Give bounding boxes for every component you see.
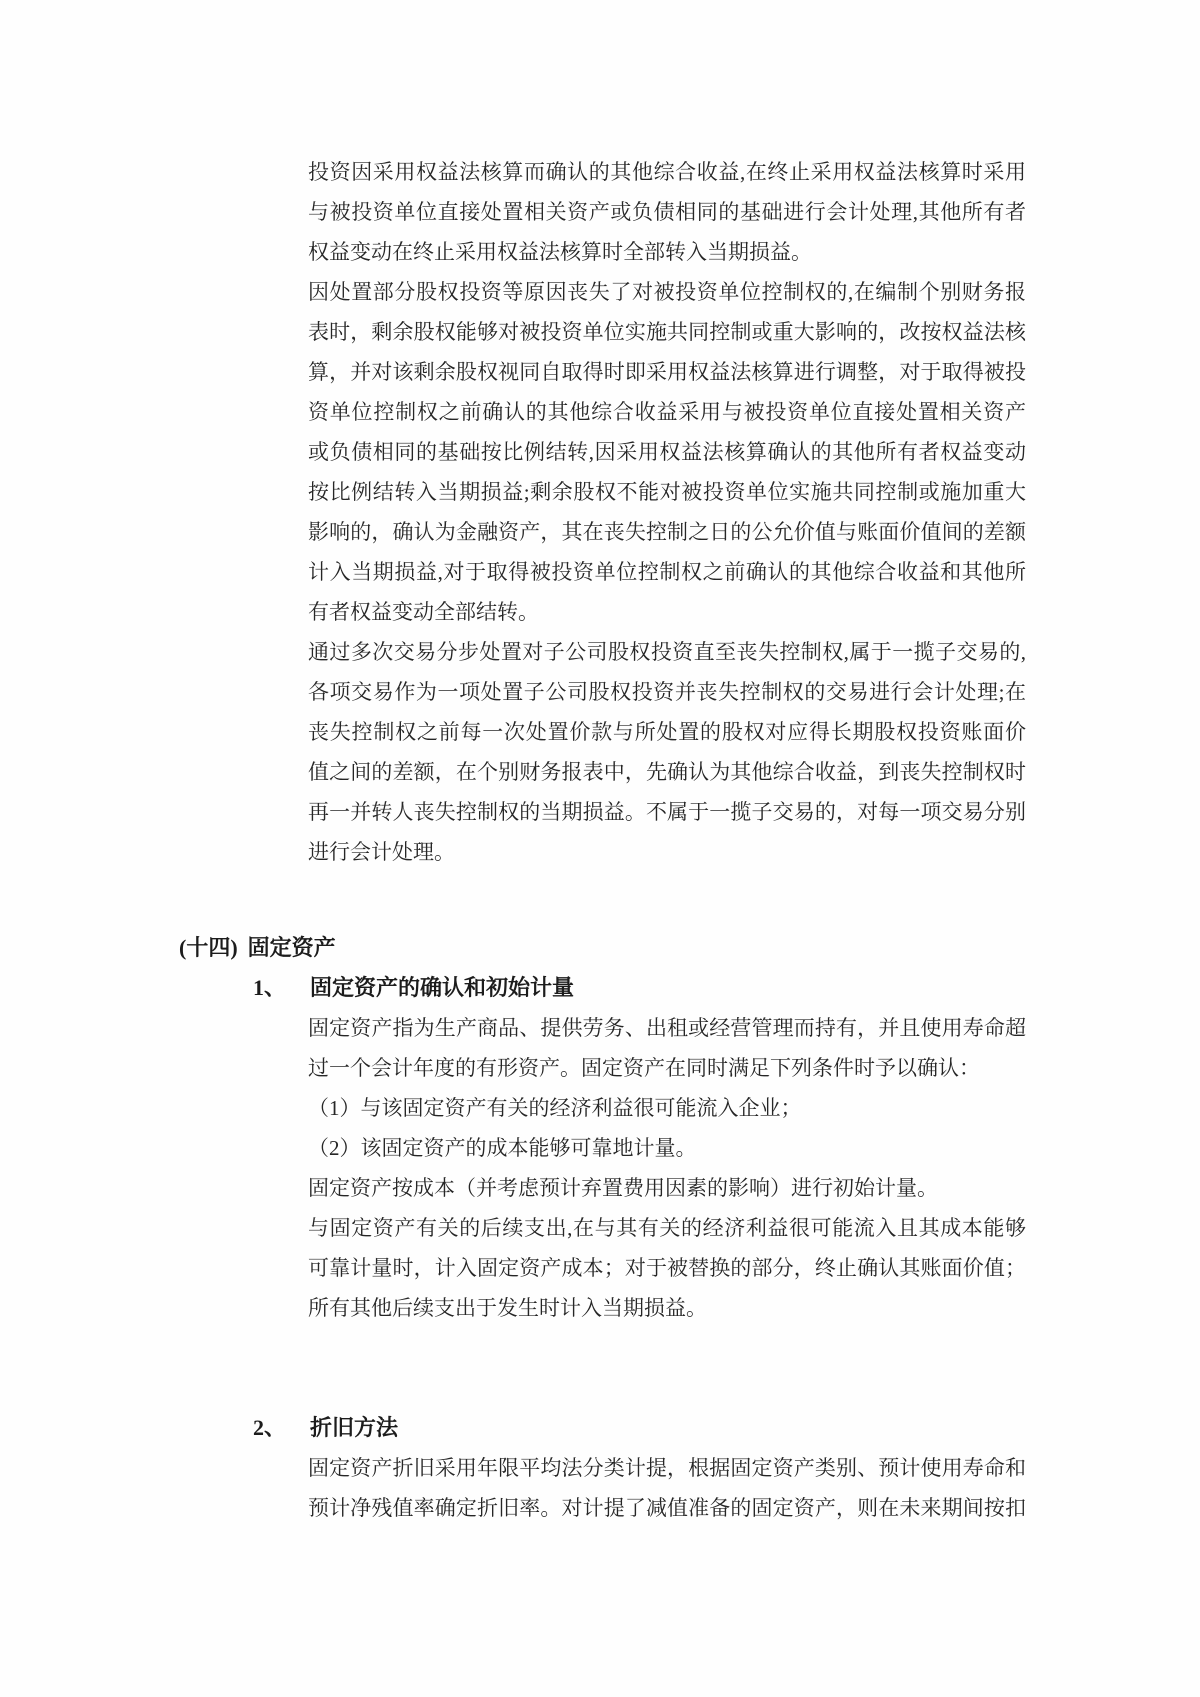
paragraph — [308, 1128, 1026, 1168]
body-paragraphs-top — [308, 152, 1026, 872]
text-line: 表时，剩余股权能够对被投资单位实施共同控制或重大影响的，改按权益法核 — [308, 320, 1026, 344]
paragraph — [308, 272, 1026, 632]
text-line: （2）该固定资产的成本能够可靠地计量。 — [308, 1136, 697, 1160]
paragraph — [308, 152, 1026, 272]
text-line: 固定资产按成本（并考虑预计弃置费用因素的影响）进行初始计量。 — [308, 1176, 938, 1200]
text-line: 资单位控制权之前确认的其他综合收益采用与被投资单位直接处置相关资产 — [308, 400, 1026, 424]
text-line: 按比例结转入当期损益;剩余股权不能对被投资单位实施共同控制或施加重大 — [308, 480, 1026, 504]
paragraph — [308, 632, 1026, 872]
text-line: 因处置部分股权投资等原因丧失了对被投资单位控制权的,在编制个别财务报 — [308, 280, 1026, 304]
text-line: 固定资产指为生产商品、提供劳务、出租或经营管理而持有，并且使用寿命超 — [308, 1016, 1026, 1040]
text-line: 各项交易作为一项处置子公司股权投资并丧失控制权的交易进行会计处理;在 — [308, 680, 1026, 704]
text-line: （1）与该固定资产有关的经济利益很可能流入企业； — [308, 1096, 802, 1120]
text-line: 计入当期损益,对于取得被投资单位控制权之前确认的其他综合收益和其他所 — [308, 560, 1026, 584]
text-line: 或负债相同的基础按比例结转,因采用权益法核算确认的其他所有者权益变动 — [308, 440, 1026, 464]
text-line: 影响的，确认为金融资产，其在丧失控制之日的公允价值与账面价值间的差额 — [308, 520, 1026, 544]
section-title: 固定资产 — [247, 935, 336, 960]
text-line: 预计净残值率确定折旧率。对计提了减值准备的固定资产，则在未来期间按扣 — [308, 1496, 1026, 1520]
subsection-number: 1、 — [253, 975, 287, 1000]
subsection-2-body — [308, 1448, 1026, 1528]
text-line: 丧失控制权之前每一次处置价款与所处置的股权对应得长期股权投资账面价 — [308, 720, 1026, 744]
text-line: 算，并对该剩余股权视同自取得时即采用权益法核算进行调整，对于取得被投 — [308, 360, 1026, 384]
subsection-heading-1 — [253, 968, 1200, 1008]
paragraph — [308, 1448, 1026, 1528]
subsection-1-body — [308, 1008, 1026, 1328]
text-line: 与固定资产有关的后续支出,在与其有关的经济利益很可能流入且其成本能够 — [308, 1216, 1026, 1240]
text-line: 可靠计量时，计入固定资产成本；对于被替换的部分，终止确认其账面价值； — [308, 1256, 1026, 1280]
section-heading — [179, 928, 1200, 968]
text-line: 与被投资单位直接处置相关资产或负债相同的基础进行会计处理,其他所有者 — [308, 200, 1026, 224]
paragraph — [308, 1088, 1026, 1128]
paragraph — [308, 1208, 1026, 1328]
subsection-title: 折旧方法 — [310, 1415, 399, 1440]
subsection-title: 固定资产的确认和初始计量 — [310, 975, 575, 1000]
text-line: 权益变动在终止采用权益法核算时全部转入当期损益。 — [308, 240, 812, 264]
text-line: 值之间的差额，在个别财务报表中，先确认为其他综合收益，到丧失控制权时 — [308, 760, 1026, 784]
section-number: (十四) — [179, 935, 238, 960]
subsection-heading-2 — [253, 1408, 1200, 1448]
text-line: 有者权益变动全部结转。 — [308, 600, 539, 624]
text-line: 投资因采用权益法核算而确认的其他综合收益,在终止采用权益法核算时采用 — [308, 160, 1026, 184]
subsection-number: 2、 — [253, 1415, 287, 1440]
paragraph — [308, 1008, 1026, 1088]
paragraph — [308, 1168, 1026, 1208]
text-line: 所有其他后续支出于发生时计入当期损益。 — [308, 1296, 707, 1320]
text-line: 通过多次交易分步处置对子公司股权投资直至丧失控制权,属于一揽子交易的, — [308, 640, 1026, 664]
text-line: 再一并转人丧失控制权的当期损益。不属于一揽子交易的，对每一项交易分别 — [308, 800, 1026, 824]
text-line: 过一个会计年度的有形资产。固定资产在同时满足下列条件时予以确认： — [308, 1056, 980, 1080]
text-line: 进行会计处理。 — [308, 840, 455, 864]
text-line: 固定资产折旧采用年限平均法分类计提，根据固定资产类别、预计使用寿命和 — [308, 1456, 1026, 1480]
